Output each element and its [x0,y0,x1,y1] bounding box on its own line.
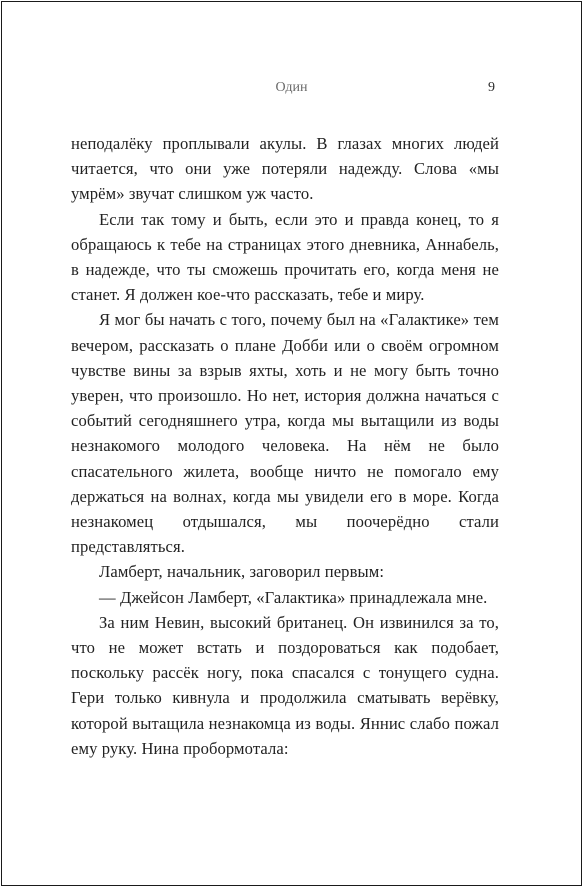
page-number: 9 [488,80,495,95]
dialogue-line: — Джейсон Ламберт, «Галактика» принадлежала мне. [99,587,488,607]
book-page [1,1,582,886]
running-header [2,80,581,100]
paragraph: За ним Невин, высокий британец. Он извинился за то, что не может встать и поздороваться как подобает, поскольку рассёк ногу, пока спасался с тонущего судна. Гери только кивнула и продолжила сматывать верёвку, которой вытащила незнакомца из воды. Яннис слабо пожал ему руку. Нина пробормотала: [71,612,499,758]
paragraph: Если так тому и быть, если это и правда конец, то я обращаюсь к тебе на страницах этого дневника, Аннабель, в надежде, что ты сможешь прочитать его, когда меня не станет. Я должен кое-что рассказать, тебе и миру. [71,209,499,305]
chapter-title: Один [275,80,308,95]
paragraph: Ламберт, начальник, заговорил первым: [99,562,385,582]
paragraph: неподалёку проплывали акулы. В глазах многих людей читается, что они уже потеряли надежду. Слова «мы умрём» звучат слишком уж часто. [71,134,499,204]
paragraph: Я мог бы начать с того, почему был на «Галактике» тем вечером, рассказать о плане Добби или о своём огромном чувстве вины за взрыв яхты, хоть и не могу быть точно уверен, что произошло. Но нет, история должна начаться с событий сегодняшнего утра, когда мы вытащили из воды незнакомого молодого человека. На нём не было спасательного жилета, вообще ничто не помогало ему держаться на волнах, когда мы увидели его в море. Когда незнакомец отдышался, мы поочерёдно стали представляться. [71,310,499,557]
body-text [71,131,499,761]
